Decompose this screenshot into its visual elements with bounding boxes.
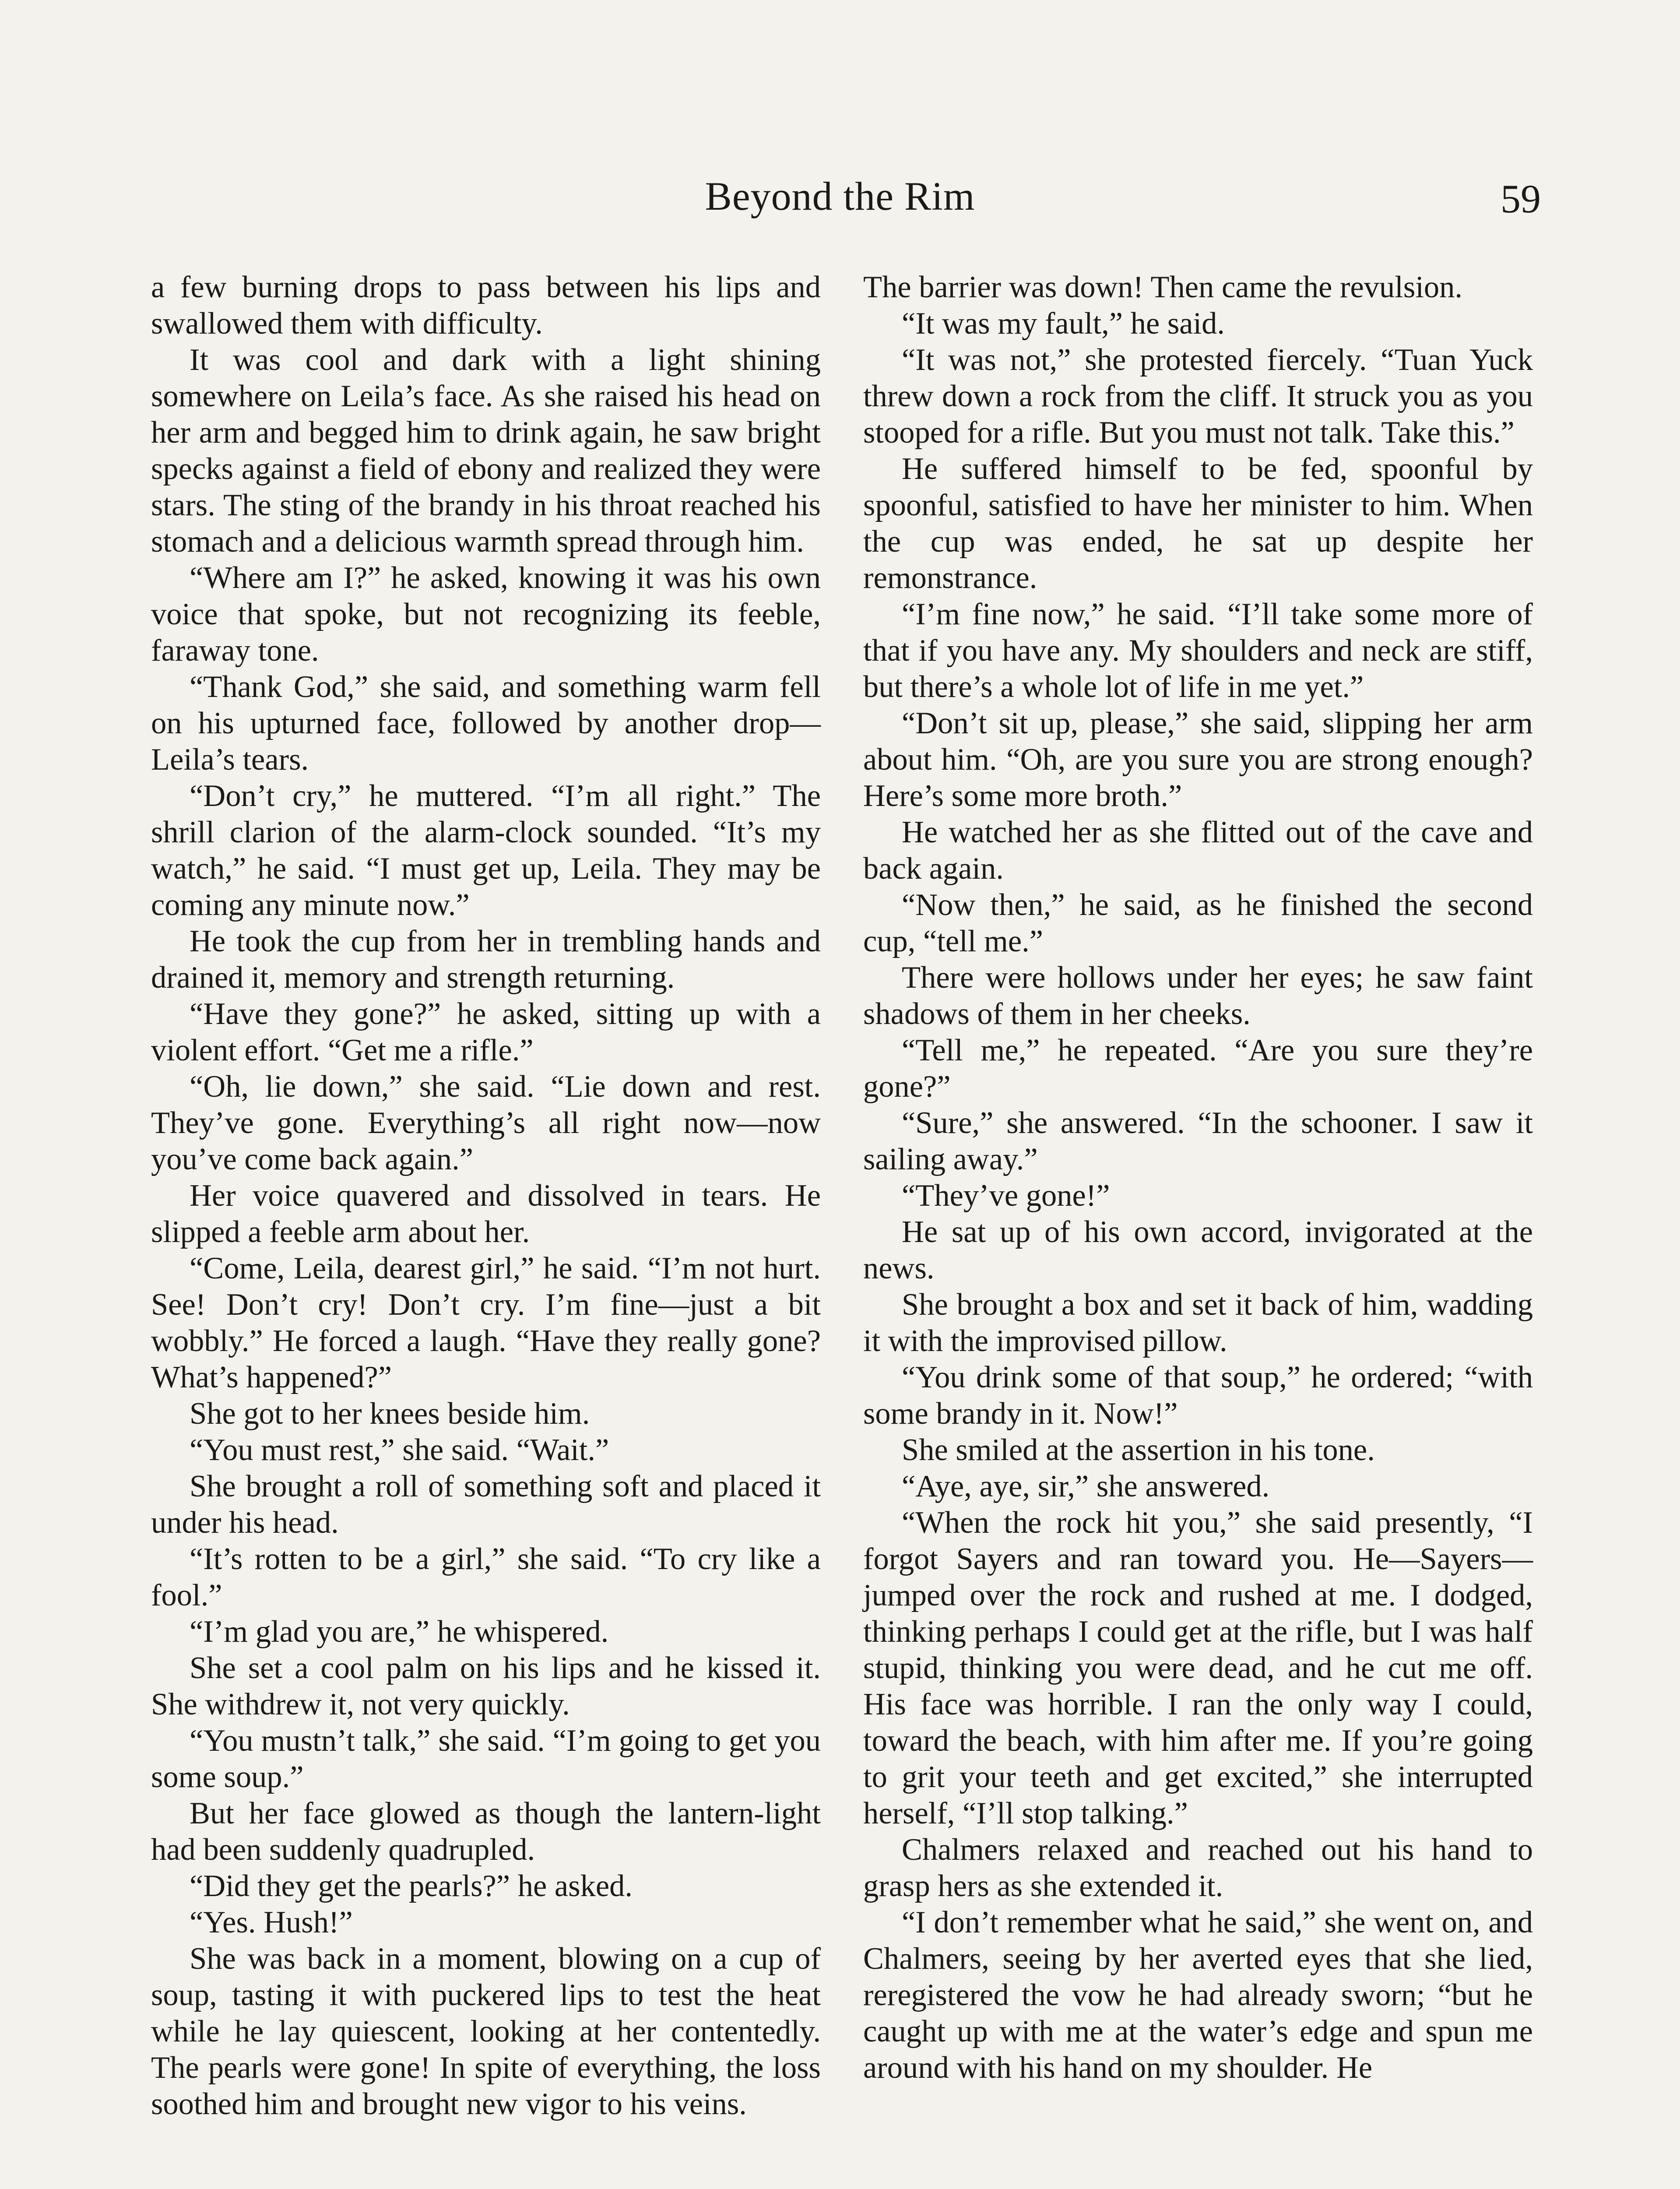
paragraph: “Where am I?” he asked, knowing it was his own voice that spoke, but not recognizing its feeble, faraway tone. xyxy=(151,561,821,668)
paragraph: “When the rock hit you,” she said presently, “I forgot Sayers and ran toward you. He—Sayers—jumped over the rock and rushed at me. I dodged, thinking perhaps I could get at the rifle, but I was half stupid, thinking you were dead, and he cut me off. His face was horrible. I ran the only way I could, toward the beach, with him after me. If you’re going to grit your teeth and get excited,” she interrupted herself, “I’ll stop talking.” xyxy=(863,1506,1533,1830)
paragraph: He sat up of his own accord, invigorated at the news. xyxy=(863,1215,1533,1285)
paragraph: She got to her knees beside him. xyxy=(190,1397,590,1431)
paragraph: Her voice quavered and dissolved in tears. He slipped a feeble arm about her. xyxy=(151,1179,821,1249)
paragraph: She smiled at the assertion in his tone. xyxy=(902,1433,1375,1467)
paragraph: “You mustn’t talk,” she said. “I’m going to get you some soup.” xyxy=(151,1724,821,1794)
paragraph: “Don’t sit up, please,” she said, slipping her arm about him. “Oh, are you sure you are strong enough? Here’s some more broth.” xyxy=(863,706,1533,813)
paragraph: “It was my fault,” he said. xyxy=(902,306,1225,341)
paragraph: “It’s rotten to be a girl,” she said. “To cry like a fool.” xyxy=(151,1542,821,1612)
paragraph: “Now then,” he said, as he finished the second cup, “tell me.” xyxy=(863,888,1533,958)
paragraph: She was back in a moment, blowing on a cup of soup, tasting it with puckered lips to test the heat while he lay quiescent, looking at her contentedly. The pearls were gone! In spite of everything, the loss soothed him and brought new vigor to his veins. xyxy=(151,1942,821,2121)
paragraph: “They’ve gone!” xyxy=(902,1179,1110,1213)
paragraph: “Aye, aye, sir,” she answered. xyxy=(902,1469,1270,1503)
paragraph: “Have they gone?” he asked, sitting up with a violent effort. “Get me a rifle.” xyxy=(151,997,821,1067)
left-column xyxy=(151,269,821,2122)
paragraph: “Tell me,” he repeated. “Are you sure they’re gone?” xyxy=(863,1033,1533,1104)
paragraph: “Thank God,” she said, and something warm fell on his upturned face, followed by another drop—Leila’s tears. xyxy=(151,670,821,777)
paragraph: “Did they get the pearls?” he asked. xyxy=(190,1869,633,1903)
paragraph: He watched her as she flitted out of the cave and back again. xyxy=(863,815,1533,886)
page-header xyxy=(0,173,1680,234)
paragraph: “Yes. Hush!” xyxy=(190,1905,353,1939)
paragraph: The barrier was down! Then came the revulsion. xyxy=(863,270,1463,304)
paragraph: “You must rest,” she said. “Wait.” xyxy=(190,1433,609,1467)
paragraph: “Come, Leila, dearest girl,” he said. “I’m not hurt. See! Don’t cry! Don’t cry. I’m fine—just a bit wobbly.” He forced a laugh. “Have they really gone? What’s happened?” xyxy=(151,1251,821,1394)
paragraph: “You drink some of that soup,” he ordered; “with some brandy in it. Now!” xyxy=(863,1360,1533,1431)
paragraph: He took the cup from her in trembling hands and drained it, memory and strength returning. xyxy=(151,924,821,995)
paragraph: He suffered himself to be fed, spoonful by spoonful, satisfied to have her minister to him. When the cup was ended, he sat up despite her remonstrance. xyxy=(863,452,1533,595)
paragraph: “Oh, lie down,” she said. “Lie down and rest. They’ve gone. Everything’s all right now—now you’ve come back again.” xyxy=(151,1070,821,1176)
right-column xyxy=(863,269,1533,2086)
paragraph: “Sure,” she answered. “In the schooner. I saw it sailing away.” xyxy=(863,1106,1533,1176)
paragraph: “Don’t cry,” he muttered. “I’m all right.” The shrill clarion of the alarm-clock sounded. “It’s my watch,” he said. “I must get up, Leila. They may be coming any minute now.” xyxy=(151,779,821,922)
paragraph: She brought a box and set it back of him, wadding it with the improvised pillow. xyxy=(863,1288,1533,1358)
paragraph: a few burning drops to pass between his lips and swallowed them with difficulty. xyxy=(151,270,821,341)
paragraph: “I’m glad you are,” he whispered. xyxy=(190,1615,609,1649)
running-title: Beyond the Rim xyxy=(705,174,975,218)
paragraph: “I don’t remember what he said,” she went on, and Chalmers, seeing by her averted eyes that she lied, reregistered the vow he had already sworn; “but he caught up with me at the water’s edge and spun me around with his hand on my shoulder. He xyxy=(863,1905,1533,2085)
paragraph: But her face glowed as though the lantern-light had been suddenly quadrupled. xyxy=(151,1796,821,1867)
paragraph: Chalmers relaxed and reached out his hand to grasp hers as she extended it. xyxy=(863,1833,1533,1903)
paragraph: It was cool and dark with a light shining somewhere on Leila’s face. As she raised his head on her arm and begged him to drink again, he saw bright specks against a field of ebony and realized they were stars. The sting of the brandy in his throat reached his stomach and a delicious warmth spread through him. xyxy=(151,343,821,559)
paragraph: “It was not,” she protested fiercely. “Tuan Yuck threw down a rock from the cliff. It struck you as you stooped for a rifle. But you must not talk. Take this.” xyxy=(863,343,1533,450)
paragraph: “I’m fine now,” he said. “I’ll take some more of that if you have any. My shoulders and neck are stiff, but there’s a whole lot of life in me yet.” xyxy=(863,597,1533,704)
paragraph: She brought a roll of something soft and placed it under his head. xyxy=(151,1469,821,1540)
page-number: 59 xyxy=(1501,176,1541,221)
paragraph: She set a cool palm on his lips and he kissed it. She withdrew it, not very quickly. xyxy=(151,1651,821,1721)
paragraph: There were hollows under her eyes; he saw faint shadows of them in her cheeks. xyxy=(863,961,1533,1031)
